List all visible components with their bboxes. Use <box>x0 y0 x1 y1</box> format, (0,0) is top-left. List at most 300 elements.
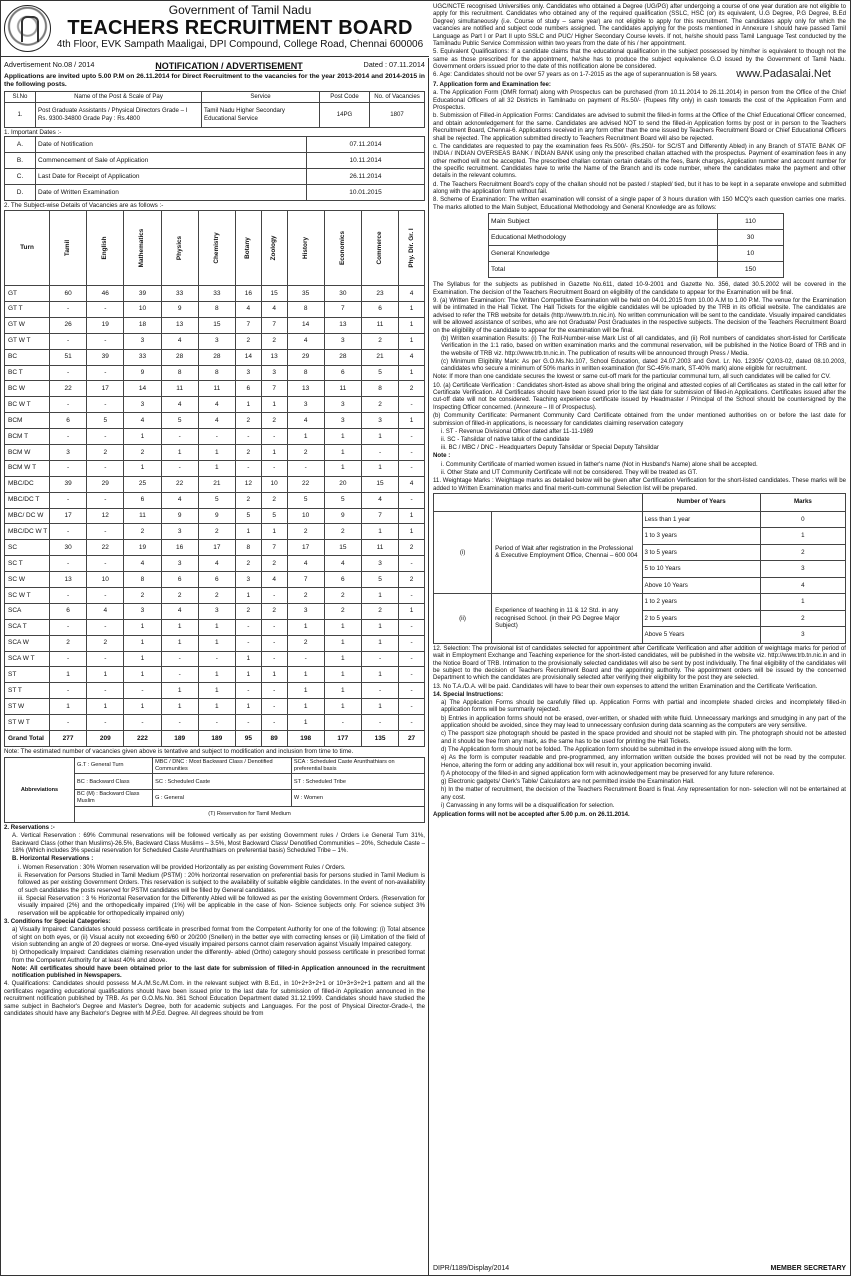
special-instruction: g) Electronic gadgets/ Clerk's Table/ Calculators are not permitted inside the Examination Hall. <box>441 778 695 786</box>
vacancy-count: - <box>198 715 235 731</box>
vacancy-count: 33 <box>124 349 161 365</box>
vacancy-count: - <box>361 651 398 667</box>
vacancy-count: 8 <box>198 302 235 318</box>
vacancy-row <box>5 365 425 381</box>
vacancy-count: 4 <box>261 572 287 588</box>
vacancy-count: 51 <box>50 349 87 365</box>
vacancy-count: 2 <box>235 556 261 572</box>
vacancy-count: 4 <box>235 302 261 318</box>
vacancy-count: - <box>198 651 235 667</box>
vacancy-count: 222 <box>124 731 161 747</box>
vacancy-subject-label: Zoology <box>270 235 278 261</box>
vacancy-count: 2 <box>361 603 398 619</box>
vacancy-count: 7 <box>361 508 398 524</box>
vacancy-count: - <box>50 524 87 540</box>
vacancy-count: 1 <box>87 699 124 715</box>
vacancy-heading: 2. The Subject-wise Details of Vacancies are as follows :- <box>4 202 164 210</box>
vacancy-subject-label: Chemistry <box>212 232 220 264</box>
vacancy-count: 3 <box>324 397 361 413</box>
important-dates-heading: 1. Important Dates :- <box>4 128 62 136</box>
special-instruction: i) Canvassing in any forms will be a disqualification for selection. <box>441 801 615 809</box>
vacancy-subject-header <box>361 211 398 286</box>
vacancy-count: 1 <box>198 635 235 651</box>
special-reservation: iii. Special Reservation : 3 % Horizontal Reservation for the Differently Abled will be followed as per the existing Government Orders. (Reservation for visually impaired (2%) and the orthopedically impaired (1%) will be applicable in the case of Non- Science subjects only. For science subject 3% reservation will be applicable for orthopedically impaired only) <box>18 894 425 917</box>
vacancy-count: 4 <box>198 397 235 413</box>
vacancy-count: 11 <box>324 381 361 397</box>
date-label: Commencement of Sale of Application <box>36 153 307 169</box>
travel-allowance: 13. No T.A./D.A. will be paid. Candidates will have to bear their own expenses to attend the written Examination and the Certificate Verification. <box>433 682 818 690</box>
form-purchase: a. The Application Form (OMR format) along with Prospectus can be purchased (from 10.11.2014 to 26.11.2014) in person from the Office of the Chief Educational Officers of all 32 Districts in Tamilnadu on payment of Rs.50/- (Rupees fifty only) in cash towards the cost of the Application Form and Prospectus. <box>433 89 846 112</box>
vacancy-count: 5 <box>261 508 287 524</box>
vacancy-count: - <box>399 699 425 715</box>
vacancy-count: 1 <box>287 715 324 731</box>
syllabus: The Syllabus for the subjects as published in Gazette No.611, dated 10-9-2001 and Gazette No. 356, dated 30.5.2002 will be covered in the Examination. The decision of the Teachers Recruitment Board on eligibility of the candidate to appear for the Examination will be final. <box>433 281 846 296</box>
date-letter: D. <box>5 185 36 201</box>
vacancy-count: 2 <box>261 413 287 429</box>
scheme-marks: 10 <box>718 246 784 262</box>
vacancy-count: 2 <box>324 603 361 619</box>
weightage-years: 3 to 5 years <box>642 544 760 561</box>
vacancy-count: - <box>161 651 198 667</box>
vacancy-count: 5 <box>198 492 235 508</box>
challan-instruction: d. The Teachers Recruitment Board's copy of the challan should not be pasted / stapled/ tied, but it has to be kept in a separate envelope and submitted along with the application form without fail. <box>433 180 846 196</box>
vacancy-count: 198 <box>287 731 324 747</box>
vacancy-count: 4 <box>124 556 161 572</box>
vacancy-count: 7 <box>235 317 261 333</box>
important-date-row <box>5 153 425 169</box>
vacancy-count: - <box>124 715 161 731</box>
vacancy-count: 4 <box>161 492 198 508</box>
vacancy-count: 1 <box>261 397 287 413</box>
vacancy-count: 11 <box>124 508 161 524</box>
vacancy-subject-label: Physics <box>175 236 183 261</box>
vacancy-turn: SC W <box>5 572 50 588</box>
vacancy-turn: BC T <box>5 365 50 381</box>
vacancy-turn: GT W T <box>5 333 50 349</box>
vacancy-count: - <box>399 556 425 572</box>
vacancy-count: - <box>261 699 287 715</box>
vacancy-count: 3 <box>261 365 287 381</box>
vacancy-subject-label: History <box>301 237 309 260</box>
vacancy-subject-label: Botany <box>244 237 252 259</box>
date-letter: C. <box>5 169 36 185</box>
post-code: 14PG <box>320 102 370 127</box>
vacancy-turn: SC W T <box>5 588 50 604</box>
vacancy-count: 1 <box>399 302 425 318</box>
orthopedically-impaired-condition: b) Orthopedically Impaired: Candidates claiming reservation under the differently- abled (Ortho) category should possess certificate in prescribed format from the Competent Authority for at least 40% and above. <box>12 949 425 964</box>
vacancy-count: 4 <box>399 349 425 365</box>
special-instruction: c) The passport size photograph should be pasted in the space provided and should not be stapled with pin. The photograph should not be attested and it should be free from any mark, as the same has to be used for printing the Hall Tickets. <box>441 730 846 745</box>
weightage-marks: 11. Weightage Marks : Weightage marks as detailed below will be given after Certification Verification for the short-listed candidates. These marks will be added to Written Examination marks and final merit-cum-communal Selection list will be prepared. <box>433 477 846 492</box>
vacancy-row <box>5 572 425 588</box>
vacancy-row <box>5 397 425 413</box>
vacancy-turn: GT W <box>5 317 50 333</box>
vacancy-subject-header <box>287 211 324 286</box>
vacancy-count: 3 <box>235 572 261 588</box>
vacancy-count: 4 <box>287 556 324 572</box>
vacancy-turn: SCA <box>5 603 50 619</box>
important-date-row <box>5 137 425 153</box>
vacancy-count: 3 <box>124 333 161 349</box>
vacancy-count: 3 <box>50 445 87 461</box>
weightage-years: 1 to 2 years <box>642 594 760 611</box>
vacancy-turn: BC W T <box>5 397 50 413</box>
vacancy-count: - <box>399 588 425 604</box>
left-column <box>1 58 429 1276</box>
government-name: Government of Tamil Nadu <box>168 3 312 17</box>
weightage-years-header: Number of Years <box>642 493 760 511</box>
website-watermark: www.Padasalai.Net <box>736 67 831 80</box>
vacancy-count: 3 <box>124 397 161 413</box>
vacancy-count: 2 <box>124 524 161 540</box>
vacancy-count: 1 <box>198 619 235 635</box>
special-instructions-heading: 14. Special Instructions: <box>433 690 504 698</box>
weightage-mark: 1 <box>760 594 845 611</box>
vacancy-row <box>5 476 425 492</box>
scheme-subject: Total <box>489 262 718 278</box>
vacancy-count: - <box>235 619 261 635</box>
vacancy-count: 1 <box>235 397 261 413</box>
vacancy-count: 3 <box>324 333 361 349</box>
post-name-and-pay: Post Graduate Assistants / Physical Directors Grade – I Rs. 9300-34800 Grade Pay : Rs.4800 <box>36 102 202 127</box>
notification-title: NOTIFICATION / ADVERTISEMENT <box>155 61 303 71</box>
vacancy-row <box>5 524 425 540</box>
vacancy-count: 2 <box>87 635 124 651</box>
vacancy-count: - <box>50 302 87 318</box>
vacancy-count: 11 <box>361 540 398 556</box>
vacancy-count: 12 <box>87 508 124 524</box>
date-letter: B. <box>5 153 36 169</box>
vacancy-count: 22 <box>50 381 87 397</box>
vacancy-turn: MBC/DC W T <box>5 524 50 540</box>
vacancy-count: 1 <box>124 460 161 476</box>
vacancy-count: 1 <box>399 365 425 381</box>
vacancy-count: - <box>287 460 324 476</box>
vacancy-count: 21 <box>361 349 398 365</box>
vacancy-count: 13 <box>161 317 198 333</box>
vacancy-count: 89 <box>261 731 287 747</box>
vacancy-count: 4 <box>287 413 324 429</box>
vacancy-count: 13 <box>287 381 324 397</box>
vacancy-row <box>5 317 425 333</box>
weightage-years: 1 to 3 years <box>642 528 760 545</box>
vacancy-count: - <box>261 635 287 651</box>
vacancy-count: 8 <box>198 365 235 381</box>
vacancy-count: 1 <box>324 619 361 635</box>
special-instruction: b) Entries in application forms should not be erased, over-written, or shaded with white fluid. Unnecessary markings and smudging in any part of the application should be avoided, since they may lead to unnecessary confusion during data scanning as the computers are very sensitive. <box>441 714 846 730</box>
vacancy-count: 20 <box>324 476 361 492</box>
vacancy-count: 5 <box>87 413 124 429</box>
vacancy-count: - <box>235 715 261 731</box>
vacancy-count: 7 <box>261 540 287 556</box>
application-intro: Applications are invited upto 5.00 P.M on 26.11.2014 for Direct Recruitment to the vacancies for the year 2013-2014 and 2014-2015 in the following posts. <box>4 73 425 89</box>
abbreviations-label: Abbreviations <box>5 757 75 822</box>
post-table <box>4 91 425 127</box>
scheme-table <box>488 213 784 278</box>
vacancy-count: - <box>261 619 287 635</box>
vacancy-count: 1 <box>235 651 261 667</box>
vacancy-count: 1 <box>324 460 361 476</box>
vacancy-count: 2 <box>235 413 261 429</box>
ugc-qualification: UGC/NCTE recognised Universities only. Candidates who obtained a Degree (UG/PG) after undergoing a course of one year duration are not eligible to apply for this recruitment. Candidates who obtained any of the required qualification (SSLC, HSC (or) its equivalent, U.G Degree, P.G Degree, B.Ed Degree) simultaneously (i.e. Course of study – same year) are not eligible to apply for this recruitment. The candidates apply only for which the vacancies are notified and subject code numbers assigned. The candidates applying for the posts mentioned in Annexure I should have passed Tamil Language as Part I or Part II upto SSLC and PUC/ Higher Secondary Course levels. If not, he/she should pass Tamil Language Test conducted by the Tamilnadu Public Service Commission within two years from the date of his / her appointment. <box>433 3 846 48</box>
vacancy-count: - <box>235 683 261 699</box>
written-results: (b) Written examination Results: (i) The Roll-Number-wise Mark List of all candidates, and (ii) Roll numbers of candidates short-listed for Certificate Verification in the 1:1 ratio, based on written examination marks and the communal reservation, will be published in the Notice Board of TRB and in the website of TRB viz. http://www.trb.tn.nic.in. The publication of results will be announced through Press / Media. <box>441 334 846 357</box>
vacancy-count: 3 <box>161 524 198 540</box>
vacancy-count: 17 <box>198 540 235 556</box>
weightage-mark: 3 <box>760 561 845 578</box>
vacancy-row <box>5 619 425 635</box>
vacancy-row <box>5 429 425 445</box>
scheme-marks: 110 <box>718 214 784 230</box>
vacancy-count: - <box>399 397 425 413</box>
vacancy-subject-header <box>198 211 235 286</box>
vacancy-turn: BCM T <box>5 429 50 445</box>
vacancy-count: 6 <box>324 365 361 381</box>
vacancy-count: - <box>261 429 287 445</box>
vacancy-count: 29 <box>287 349 324 365</box>
vertical-reservation: A. Vertical Reservation : 69% Communal reservations will be followed vertically as per existing Government rules / Orders i.e General Turn 31%, Backward Class (other than Muslims)-26.5%, Backward Class Muslims – 3.5%, Most Backward Class/ Denotified Communities – 20%, Schedule Caste – 18% (Which includes 3% special reservation for Scheduled Caste Arunthathiars on preferential basis) Scheduled Tribe – 1%. <box>12 832 425 855</box>
weightage-years: 2 to 5 years <box>642 610 760 627</box>
vacancy-count: - <box>87 715 124 731</box>
special-instruction: d) The Application form should not be folded. The Application form should be submitted in the envelope issued along with the form. <box>441 745 793 753</box>
scheme-row <box>489 262 784 278</box>
board-title: TEACHERS RECRUITMENT BOARD <box>67 17 413 39</box>
vacancy-count: 6 <box>124 492 161 508</box>
vacancy-count: 6 <box>50 603 87 619</box>
vacancy-count: 1 <box>198 683 235 699</box>
vacancy-count: - <box>261 715 287 731</box>
vacancy-count: 1 <box>198 445 235 461</box>
vacancy-count: 1 <box>324 635 361 651</box>
advertisement-number: Advertisement No.08 / 2014 <box>4 60 95 69</box>
vacancy-count: 10 <box>261 476 287 492</box>
vacancy-count: 2 <box>235 492 261 508</box>
vacancy-count: - <box>50 556 87 572</box>
vacancy-count: 8 <box>161 365 198 381</box>
community-note-heading: Note : <box>433 452 451 460</box>
vacancy-count: - <box>50 588 87 604</box>
vacancy-count: 35 <box>287 286 324 302</box>
vacancy-count: - <box>399 683 425 699</box>
vacancy-row <box>5 603 425 619</box>
vacancy-count: 1 <box>287 667 324 683</box>
vacancy-row <box>5 667 425 683</box>
vacancy-subject-header <box>324 211 361 286</box>
vacancy-count: 7 <box>324 302 361 318</box>
vacancy-count: 1 <box>235 588 261 604</box>
vacancy-count: 1 <box>287 699 324 715</box>
vacancy-count: 25 <box>124 476 161 492</box>
vacancy-turn: SC <box>5 540 50 556</box>
special-instructions <box>433 699 846 809</box>
scheme-subject: General Knowledge <box>489 246 718 262</box>
vacancy-count: 16 <box>235 286 261 302</box>
vacancy-subject-header <box>261 211 287 286</box>
vacancy-turn: MBC/DC T <box>5 492 50 508</box>
vacancy-row <box>5 286 425 302</box>
vacancy-count: 1 <box>399 333 425 349</box>
vacancy-count: 8 <box>361 381 398 397</box>
vacancy-count: 3 <box>124 603 161 619</box>
abbr-bc: BC : Backward Class <box>75 774 153 790</box>
weightage-marks-header: Marks <box>760 493 845 511</box>
vacancy-count: 13 <box>50 572 87 588</box>
vacancy-turn: ST W <box>5 699 50 715</box>
vacancy-count: - <box>235 429 261 445</box>
vacancy-count: 3 <box>287 397 324 413</box>
vacancy-subject-header <box>161 211 198 286</box>
community-note: ii. Other State and UT Community Certificate will not be considered. They will be treated as GT. <box>441 468 698 476</box>
abbr-mbc: MBC / DNC : Most Backward Class / Denotified Communities <box>153 757 292 774</box>
vacancy-count: 6 <box>198 572 235 588</box>
vacancy-count: - <box>87 651 124 667</box>
vacancy-count: - <box>87 683 124 699</box>
vacancy-count: 4 <box>399 476 425 492</box>
date-label: Date of Written Examination <box>36 185 307 201</box>
vacancy-count: 1 <box>361 667 398 683</box>
vacancy-count: 189 <box>161 731 198 747</box>
vacancy-count: 2 <box>235 445 261 461</box>
vacancy-count: 6 <box>324 572 361 588</box>
vacancy-count: - <box>161 460 198 476</box>
qualifications: 4. Qualifications: Candidates should possess M.A./M.Sc./M.Com. in the relevant subject with B.Ed., in 10+2+3+2+1 or 10+3+3+2+1 pattern and all the certificates regarding educational qualifications should have been issued prior to the last date for submission of filled-in Application announced in the recruitment notification published by TRB. As per G.O.Ms.No. 361 School Education Department dated 31.12.1999. Candidates should have studied the same subject in Bachelor's Degree and Master's Degree, both for academic subjects and Languages. For the post of Physical Director-Grade-I, the candidates should have any Bachelor's Degree with M.P.Ed. Degree. All degrees should be from <box>4 980 425 1018</box>
scheme-of-exam: 8. Scheme of Examination: The written examination will consist of a single paper of 3 hours duration with 150 MCQ's each question carries one marks. The marks allotted to the Main Subject, Educational Methodology and General Knowledge are as follows: <box>433 196 846 211</box>
vacancy-row <box>5 381 425 397</box>
vacancy-count: 1 <box>50 699 87 715</box>
vacancy-count: 5 <box>361 365 398 381</box>
vacancy-count: 1 <box>198 699 235 715</box>
vacancy-row <box>5 588 425 604</box>
vacancy-count: 2 <box>399 572 425 588</box>
board-header <box>1 1 429 57</box>
vacancy-turn: MBC/ DC W <box>5 508 50 524</box>
vacancy-count: 10 <box>287 508 324 524</box>
post-header-slno: Sl.No <box>5 92 36 102</box>
vacancy-count: 2 <box>198 524 235 540</box>
vacancy-turn: SC T <box>5 556 50 572</box>
vacancy-count: 1 <box>161 683 198 699</box>
community-certificate: (b) Community Certificate: Permanent Community Card Certificate obtained from the under mentioned authorities on or before the last date for submission of filled-in applications, is necessary for candidates claiming reservation category <box>433 412 846 427</box>
vacancy-row <box>5 460 425 476</box>
vacancy-count: 11 <box>198 381 235 397</box>
vacancy-subject-label: English <box>101 236 109 260</box>
weightage-category-header <box>434 493 643 511</box>
vacancy-count: - <box>261 588 287 604</box>
community-note-items <box>433 461 846 477</box>
vacancy-count: 3 <box>161 556 198 572</box>
vacancy-count: 2 <box>361 397 398 413</box>
vacancy-count: 4 <box>161 603 198 619</box>
vacancy-row <box>5 333 425 349</box>
vacancy-count: 177 <box>324 731 361 747</box>
vacancy-count: 1 <box>161 699 198 715</box>
vacancy-count: 6 <box>161 572 198 588</box>
age-limit: 6. Age: Candidates should not be over 57 years as on 1-7-2015 as the age of superannuation is 58 years. <box>433 71 718 79</box>
certificate-note: Note: All certificates should have been obtained prior to the last date for submission of filled-in Application announced in the recruitment notification published in Newspapers. <box>12 964 425 980</box>
vacancy-count: 1 <box>399 508 425 524</box>
vacancy-count: 3 <box>324 413 361 429</box>
vacancy-count: 209 <box>87 731 124 747</box>
weightage-description: Experience of teaching in 11 & 12 Std. in any recognised School. (in their PG Degree Major Subject) <box>492 594 642 644</box>
important-date-row <box>5 185 425 201</box>
vacancy-count: 1 <box>361 699 398 715</box>
vacancy-count: 1 <box>324 683 361 699</box>
scheme-row <box>489 214 784 230</box>
vacancy-count: 2 <box>161 588 198 604</box>
vacancy-count: 9 <box>161 508 198 524</box>
vacancy-count: 4 <box>287 333 324 349</box>
vacancy-count: 1 <box>161 445 198 461</box>
vacancy-count: - <box>399 715 425 731</box>
post-service: Tamil Nadu Higher Secondary Educational Service <box>202 102 320 127</box>
vacancy-count: 4 <box>124 413 161 429</box>
vacancy-count: 2 <box>287 445 324 461</box>
vacancy-count: 1 <box>124 635 161 651</box>
vacancy-count: 189 <box>198 731 235 747</box>
weightage-category: (ii) <box>434 594 492 644</box>
vacancy-count: - <box>399 445 425 461</box>
vacancy-count: 1 <box>261 524 287 540</box>
vacancy-count: 2 <box>50 635 87 651</box>
vacancy-count: 1 <box>361 588 398 604</box>
vacancy-count: 1 <box>287 683 324 699</box>
special-instruction: f) A photocopy of the filled-in and signed application form with acknowledgement may be preserved for any future reference. <box>441 769 775 777</box>
weightage-mark: 1 <box>760 528 845 545</box>
vacancy-count: 15 <box>198 317 235 333</box>
vacancy-count: 4 <box>198 413 235 429</box>
conditions-heading: 3. Conditions for Special Categories: <box>4 917 111 925</box>
vacancy-count: 30 <box>324 286 361 302</box>
vacancy-count: - <box>87 492 124 508</box>
vacancy-count: - <box>87 397 124 413</box>
vacancy-count: 1 <box>124 699 161 715</box>
vacancy-row <box>5 731 425 747</box>
vacancy-count: 2 <box>399 540 425 556</box>
vacancy-count: 2 <box>124 445 161 461</box>
vacancy-count: 1 <box>399 603 425 619</box>
vacancy-count: 9 <box>124 365 161 381</box>
vacancy-count: 1 <box>324 445 361 461</box>
vacancy-count: - <box>399 635 425 651</box>
vacancy-count: 11 <box>161 381 198 397</box>
cutoff-note: Note: If more than one candidate secures the lowest or same cut-off mark for the particular communal turn, all such candidates will be called for CV. <box>433 373 831 381</box>
vacancy-subject-header <box>235 211 261 286</box>
vacancy-count: - <box>50 429 87 445</box>
community-authority: ii. SC - Tahsildar of native taluk of the candidate <box>441 435 570 443</box>
vacancy-count: 13 <box>261 349 287 365</box>
vacancy-count: 9 <box>324 508 361 524</box>
vacancy-count: - <box>161 715 198 731</box>
vacancy-count: 1 <box>399 524 425 540</box>
vacancy-count: - <box>87 556 124 572</box>
post-header-code: Post Code <box>320 92 370 102</box>
vacancy-count: 18 <box>124 317 161 333</box>
government-emblem-icon <box>4 5 51 52</box>
reservation-heading: 2. Reservations :- <box>4 824 55 832</box>
vacancy-turn-header: Turn <box>5 211 50 286</box>
vacancy-count: 1 <box>324 651 361 667</box>
vacancy-count: 135 <box>361 731 398 747</box>
vacancy-count: 30 <box>50 540 87 556</box>
post-header-service: Service <box>202 92 320 102</box>
vacancy-count: 2 <box>87 445 124 461</box>
minimum-eligibility: (c) Minimum Eligibility Mark: As per G.O.Ms.No.107, School Education, dated 24.07.2003 and Govt. Lr. No. 12305/ Q2/03-02, dated 08.10.2003, candidates who secure a minimum of 50% marks in written examination (for SC-45% mark, ST-40% mark) alone eligible for recruitment. <box>441 357 846 373</box>
vacancy-count: 2 <box>261 492 287 508</box>
vacancy-count: 19 <box>87 317 124 333</box>
vacancy-subject-label: Tamil <box>64 240 72 257</box>
vacancy-count: 1 <box>361 460 398 476</box>
vacancy-subject-label: Mathematics <box>138 228 146 268</box>
